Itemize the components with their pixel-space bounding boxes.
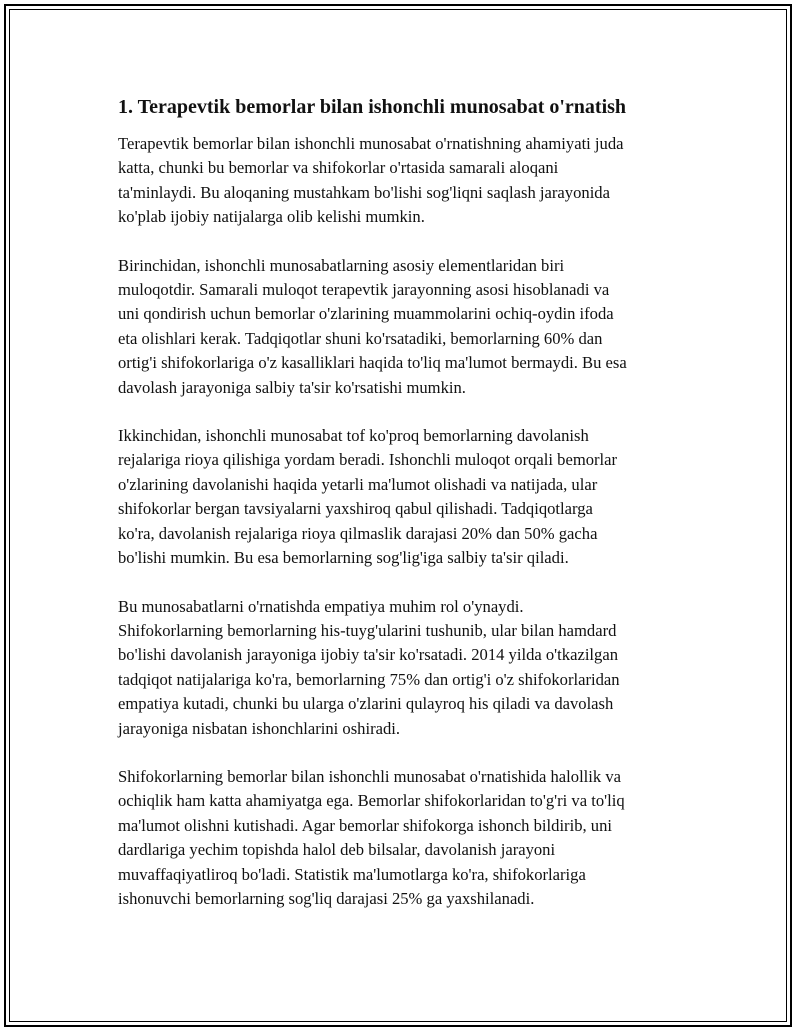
paragraph-line: Shifokorlarning bemorlar bilan ishonchli munosabat o'rnatishida halollik va xyxy=(118,766,622,786)
paragraph-line: ishonuvchi bemorlarning sog'liq darajasi 25% ga yaxshilanadi. xyxy=(118,888,535,908)
paragraph-line: rejalariga rioya qilishiga yordam beradi. Ishonchli muloqot orqali bemorlar xyxy=(118,450,618,470)
paragraph-line: Terapevtik bemorlar bilan ishonchli munosabat o'rnatishning ahamiyati juda xyxy=(118,134,624,153)
paragraph-line: katta, chunki bu bemorlar va shifokorlar o'rtasida samarali aloqani xyxy=(118,158,559,178)
paragraph-line: uni qondirish uchun bemorlar o'zlarining muammolarini ochiq-oydin ifoda xyxy=(118,304,614,324)
paragraph-line: Ikkinchidan, ishonchli munosabat tof ko'proq bemorlarning davolanish xyxy=(118,426,589,446)
paragraph-line: jarayoniga nisbatan ishonchlarini oshiradi. xyxy=(118,718,401,738)
paragraph-line: Shifokorlarning bemorlarning his-tuyg'ularini tushunib, ular bilan hamdard xyxy=(118,620,617,640)
paragraph-line: ortig'i shifokorlariga o'z kasalliklari haqida to'liq ma'lumot bermaydi. Bu esa xyxy=(118,353,627,373)
paragraph-line: ko'ra, davolanish rejalariga rioya qilmaslik darajasi 20% dan 50% gacha xyxy=(118,523,598,543)
paragraphs-container xyxy=(118,132,698,911)
paragraph-line: Birinchidan, ishonchli munosabatlarning asosiy elementlaridan biri xyxy=(118,255,565,275)
document-content xyxy=(118,94,698,935)
paragraph-line: empatiya kutadi, chunki bu ularga o'zlarini qulayroq his qiladi va davolash xyxy=(118,694,614,714)
paragraph-line: davolash jarayoniga salbiy ta'sir ko'rsatishi mumkin. xyxy=(118,377,466,397)
paragraph-line: o'zlarining davolanishi haqida yetarli ma'lumot olishadi va natijada, ular xyxy=(118,474,598,494)
paragraph xyxy=(118,595,698,741)
paragraph xyxy=(118,765,698,911)
paragraph-line: muloqotdir. Samarali muloqot terapevtik jarayonning asosi hisoblanadi va xyxy=(118,280,610,300)
paragraph xyxy=(118,132,698,230)
paragraph-line: shifokorlar bergan tavsiyalarni yaxshiroq qabul qilishadi. Tadqiqotlarga xyxy=(118,499,593,519)
section-heading: 1. Terapevtik bemorlar bilan ishonchli munosabat o'rnatish xyxy=(118,96,627,118)
paragraph-line: bo'lishi mumkin. Bu esa bemorlarning sog'lig'iga salbiy ta'sir qiladi. xyxy=(118,548,569,568)
paragraph-line: tadqiqot natijalariga ko'ra, bemorlarning 75% dan ortig'i o'z shifokorlaridan xyxy=(118,669,620,689)
paragraph xyxy=(118,254,698,400)
paragraph-line: eta olishlari kerak. Tadqiqotlar shuni ko'rsatadiki, bemorlarning 60% dan xyxy=(118,328,603,348)
paragraph-line: dardlariga yechim topishda halol deb bilsalar, davolanish jarayoni xyxy=(118,840,556,860)
paragraph-line: ko'plab ijobiy natijalarga olib kelishi mumkin. xyxy=(118,207,425,227)
paragraph-line: Bu munosabatlarni o'rnatishda empatiya muhim rol o'ynaydi. xyxy=(118,596,524,616)
paragraph-line: ochiqlik ham katta ahamiyatga ega. Bemorlar shifokorlaridan to'g'ri va to'liq xyxy=(118,791,625,811)
paragraph-line: bo'lishi davolanish jarayoniga ijobiy ta'sir ko'rsatadi. 2014 yilda o'tkazilgan xyxy=(118,645,618,665)
paragraph-line: muvaffaqiyatliroq bo'ladi. Statistik ma'lumotlarga ko'ra, shifokorlariga xyxy=(118,864,586,884)
paragraph-line: ta'minlaydi. Bu aloqaning mustahkam bo'lishi sog'liqni saqlash jarayonida xyxy=(118,182,610,202)
paragraph-line: ma'lumot olishni kutishadi. Agar bemorlar shifokorga ishonch bildirib, uni xyxy=(118,815,612,835)
paragraph xyxy=(118,424,698,570)
